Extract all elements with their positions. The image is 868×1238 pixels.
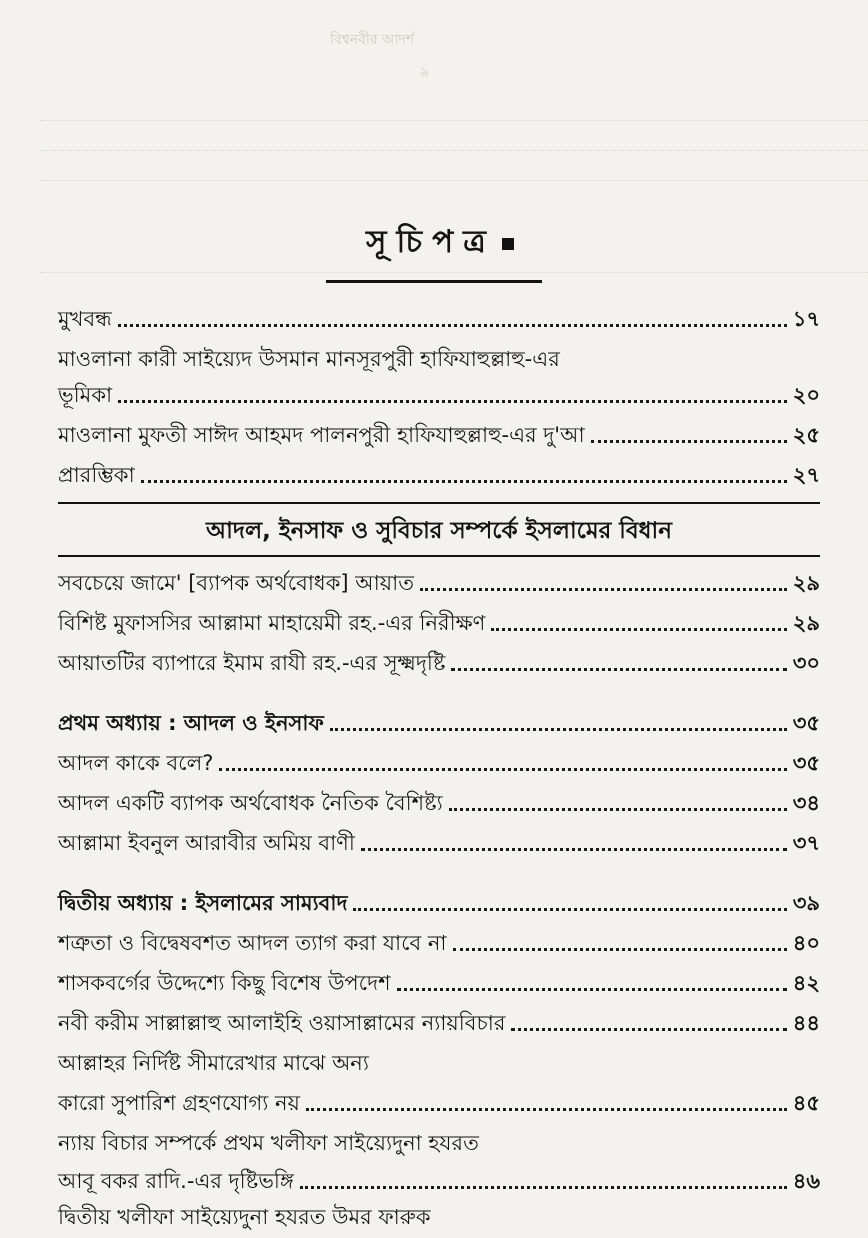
dot-leader (330, 727, 787, 731)
divider (58, 502, 820, 504)
dot-leader (300, 1185, 787, 1189)
title-block (0, 210, 868, 283)
toc-entry-title: প্রথম অধ্যায় : আদল ও ইনসাফ (58, 711, 324, 735)
toc-entry-page: ৩৭ (792, 831, 820, 855)
toc-entry[interactable] (58, 1006, 820, 1040)
page-title (326, 210, 542, 283)
dot-leader (353, 907, 786, 911)
toc-entry-title: ভূমিকা (58, 383, 113, 407)
toc-entry-title: দ্বিতীয় অধ্যায় : ইসলামের সাম্যবাদ (58, 891, 348, 915)
toc-entry[interactable] (58, 786, 820, 820)
toc-entry-title-line1[interactable]: আল্লাহর নির্দিষ্ট সীমারেখার মাঝে অন্য (58, 1051, 369, 1075)
toc-entry[interactable] (58, 302, 820, 336)
toc-entry[interactable] (58, 458, 820, 492)
dot-leader (219, 767, 786, 771)
toc-entry[interactable] (58, 826, 820, 860)
toc-entry[interactable] (58, 966, 820, 1000)
toc-entry[interactable] (58, 1164, 820, 1198)
toc-entry-title: আল্লামা ইবনুল আরাবীর অমিয় বাণী (58, 831, 355, 855)
bleed-through-line (40, 150, 868, 169)
toc-entry-title: নবী করীম সাল্লাল্লাহু আলাইহি ওয়াসাল্লামের ন্যায়বিচার (58, 1011, 506, 1035)
toc-entry-page: ৩৪ (792, 791, 820, 815)
square-bullet-icon (502, 238, 514, 250)
toc-entry-page: ৪০ (792, 931, 820, 955)
toc-entry[interactable] (58, 646, 820, 680)
toc-entry-title: আদল একটি ব্যাপক অর্থবোধক নৈতিক বৈশিষ্ট্য (58, 791, 443, 815)
toc-entry[interactable] (58, 746, 820, 780)
toc-entry[interactable] (58, 418, 820, 452)
toc-entry-title: প্রারম্ভিকা (58, 463, 135, 487)
toc-entry-title-line1[interactable]: মাওলানা কারী সাইয়্যেদ উসমান মানসূরপুরী হাফিযাহুল্লাহু-এর (58, 347, 560, 371)
bleed-through-line (40, 180, 868, 199)
section-heading: আদল, ইনসাফ ও সুবিচার সম্পর্কে ইসলামের বিধান (206, 518, 672, 544)
dot-leader (118, 323, 787, 327)
toc-entry-page: ২৯ (792, 571, 820, 595)
toc-entry-page: ২৯ (792, 611, 820, 635)
toc-entry-title: শত্রুতা ও বিদ্বেষবশত আদল ত্যাগ করা যাবে না (58, 931, 447, 955)
toc-entry-page: ২৭ (792, 463, 820, 487)
toc-entry-title: আদল কাকে বলে? (58, 751, 214, 775)
dot-leader (453, 947, 787, 951)
dot-leader (491, 627, 786, 631)
toc-entry-page: ৪৬ (792, 1169, 820, 1193)
toc-entry-title: আবূ বকর রাদি.-এর দৃষ্টিভঙ্গি (58, 1169, 294, 1193)
running-header: বিশ্বনবীর আদর্শ (330, 32, 415, 48)
dot-leader (511, 1027, 786, 1031)
dot-leader (449, 807, 787, 811)
toc-entry-page: ২৫ (792, 423, 820, 447)
dot-leader (397, 987, 787, 991)
toc-entry-title: মাওলানা মুফতী সাঈদ আহমদ পালনপুরী হাফিযাহুল্লাহু-এর দু'আ (58, 423, 585, 447)
toc-entry-title: কারো সুপারিশ গ্রহণযোগ্য নয় (58, 1091, 300, 1115)
dot-leader (141, 479, 787, 483)
toc-entry-page: ৩৫ (792, 751, 820, 775)
dot-leader (361, 847, 787, 851)
toc-entry-title: বিশিষ্ট মুফাসসির আল্লামা মাহায়েমী রহ.-এর নিরীক্ষণ (58, 611, 486, 635)
toc-entry-page: ৪২ (792, 971, 820, 995)
dot-leader (591, 439, 787, 443)
page-number: ৯ (420, 64, 430, 80)
toc-chapter-entry[interactable] (58, 706, 820, 740)
toc-entry-page: ১৭ (792, 307, 820, 331)
dot-leader (306, 1107, 787, 1111)
toc-entry-page: ৩৫ (792, 711, 820, 735)
toc-entry[interactable] (58, 606, 820, 640)
toc-entry-title: শাসকবর্গের উদ্দেশ্যে কিছু বিশেষ উপদেশ (58, 971, 391, 995)
toc-entry-title: আয়াতটির ব্যাপারে ইমাম রাযী রহ.-এর সূক্ষ্মদৃষ্টি (58, 651, 446, 675)
toc-entry-page: ৪৪ (792, 1011, 820, 1035)
bleed-through-line (40, 120, 868, 139)
toc-chapter-entry[interactable] (58, 886, 820, 920)
toc-entry-page: ২০ (792, 383, 820, 407)
toc-entry[interactable] (58, 566, 820, 600)
dot-leader (118, 399, 787, 403)
dot-leader (451, 667, 786, 671)
toc-entry-page: ৩০ (792, 651, 820, 675)
page-title-text: সূচিপত্র (366, 224, 496, 260)
toc-entry-title: মুখবন্ধ (58, 307, 112, 331)
toc-entry-title-line1[interactable]: ন্যায় বিচার সম্পর্কে প্রথম খলীফা সাইয়্যেদুনা হযরত (58, 1131, 479, 1155)
toc-entry[interactable] (58, 926, 820, 960)
toc-entry-page: ৩৯ (792, 891, 820, 915)
toc-entry[interactable] (58, 378, 820, 412)
divider (58, 555, 820, 557)
toc-entry-page: ৪৫ (792, 1091, 820, 1115)
toc-entry-title-line1[interactable]: দ্বিতীয় খলীফা সাইয়্যেদুনা হযরত উমর ফারুক (58, 1205, 431, 1229)
dot-leader (420, 587, 787, 591)
toc-entry-title: সবচেয়ে জামে' [ব্যাপক অর্থবোধক] আয়াত (58, 571, 414, 595)
toc-entry[interactable] (58, 1086, 820, 1120)
